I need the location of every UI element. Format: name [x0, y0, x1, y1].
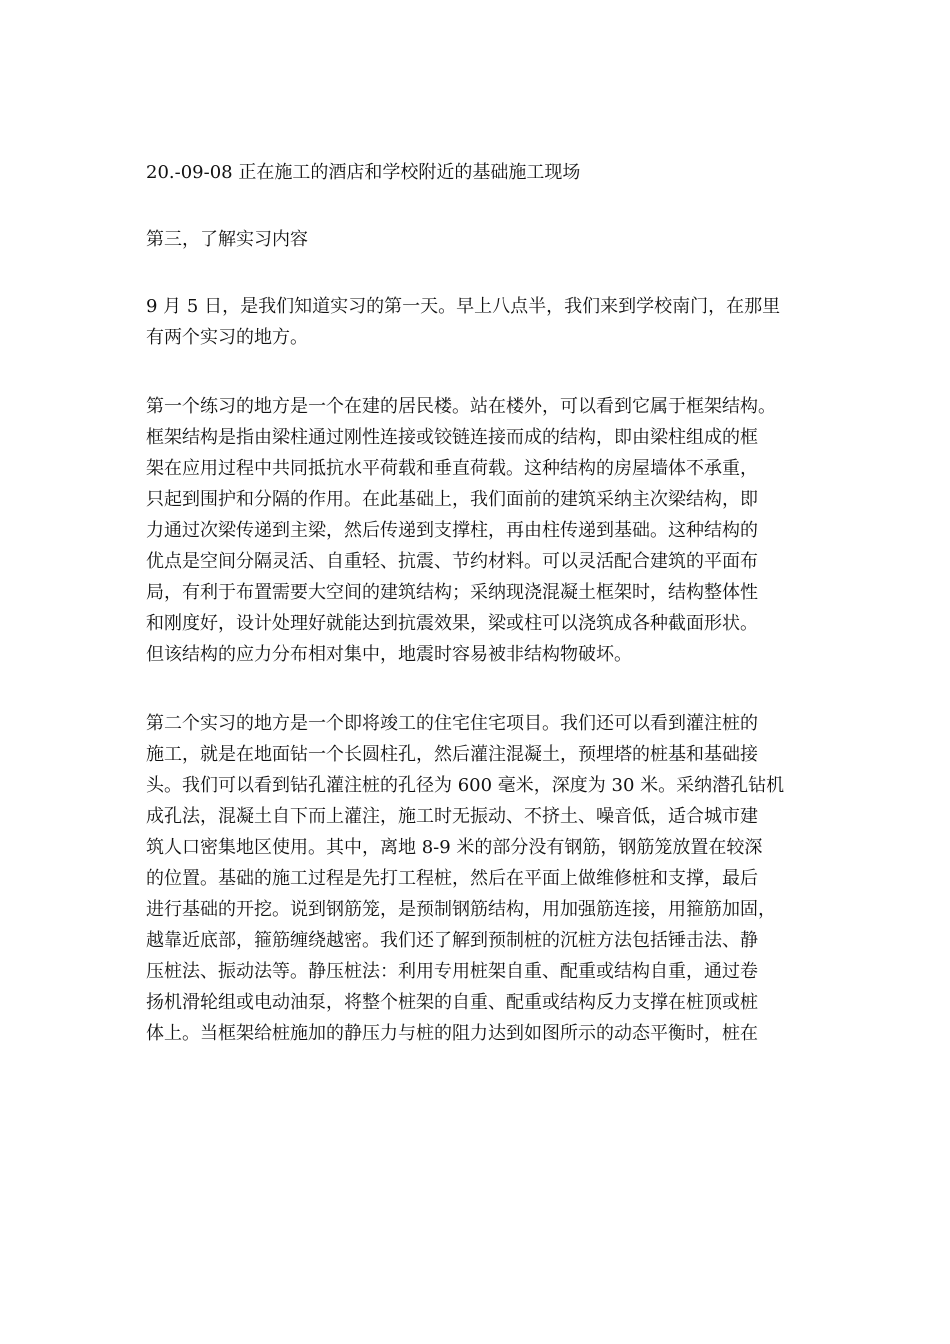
- caption-line: 20.-09-08 正在施工的酒店和学校附近的基础施工现场: [146, 162, 581, 183]
- paragraph-line: 进行基础的开挖。说到钢筋笼，是预制钢筋结构，用加强筋连接，用箍筋加固，: [146, 899, 776, 920]
- paragraph-line: 只起到围护和分隔的作用。在此基础上，我们面前的建筑采纳主次梁结构，即: [146, 489, 758, 510]
- paragraph-line: 框架结构是指由梁柱通过刚性连接或铰链连接而成的结构，即由梁柱组成的框: [146, 427, 758, 448]
- paragraph-line: 局，有利于布置需要大空间的建筑结构；采纳现浇混凝土框架时，结构整体性: [146, 582, 758, 603]
- paragraph-line: 越靠近底部，箍筋缠绕越密。我们还了解到预制桩的沉桩方法包括锤击法、静: [146, 930, 758, 951]
- heading-line: 第三，了解实习内容: [146, 229, 308, 250]
- paragraph-line: 第二个实习的地方是一个即将竣工的住宅住宅项目。我们还可以看到灌注桩的: [146, 713, 758, 734]
- paragraph-line: 9 月 5 日，是我们知道实习的第一天。早上八点半，我们来到学校南门，在那里: [146, 296, 781, 317]
- paragraph-line: 体上。当框架给桩施加的静压力与桩的阻力达到如图所示的动态平衡时，桩在: [146, 1023, 758, 1044]
- paragraph-line: 的位置。基础的施工过程是先打工程桩，然后在平面上做维修桩和支撑，最后: [146, 868, 758, 889]
- paragraph-line: 施工，就是在地面钻一个长圆柱孔，然后灌注混凝土，预埋塔的桩基和基础接: [146, 744, 758, 765]
- paragraph-1: [146, 291, 816, 353]
- paragraph-line: 架在应用过程中共同抵抗水平荷载和垂直荷载。这种结构的房屋墙体不承重，: [146, 458, 758, 479]
- paragraph-line: 第一个练习的地方是一个在建的居民楼。站在楼外，可以看到它属于框架结构。: [146, 396, 776, 417]
- paragraph-line: 优点是空间分隔灵活、自重轻、抗震、节约材料。可以灵活配合建筑的平面布: [146, 551, 758, 572]
- paragraph-line: 有两个实习的地方。: [146, 327, 308, 348]
- paragraph-line: 但该结构的应力分布相对集中，地震时容易被非结构物破坏。: [146, 644, 632, 665]
- image-caption: [146, 157, 816, 188]
- paragraph-3: [146, 708, 816, 1049]
- paragraph-line: 力通过次梁传递到主梁，然后传递到支撑柱，再由柱传递到基础。这种结构的: [146, 520, 758, 541]
- paragraph-line: 和刚度好，设计处理好就能达到抗震效果，梁或柱可以浇筑成各种截面形状。: [146, 613, 758, 634]
- paragraph-line: 头。我们可以看到钻孔灌注桩的孔径为 600 毫米，深度为 30 米。采纳潜孔钻机: [146, 775, 785, 796]
- paragraph-2: [146, 391, 816, 670]
- section-heading: [146, 224, 816, 255]
- paragraph-line: 成孔法，混凝土自下而上灌注，施工时无振动、不挤土、噪音低，适合城市建: [146, 806, 758, 827]
- paragraph-line: 筑人口密集地区使用。其中，离地 8-9 米的部分没有钢筋，钢筋笼放置在较深: [146, 837, 763, 858]
- paragraph-line: 扬机滑轮组或电动油泵，将整个桩架的自重、配重或结构反力支撑在桩顶或桩: [146, 992, 758, 1013]
- document-page: [146, 157, 816, 1049]
- paragraph-line: 压桩法、振动法等。静压桩法：利用专用桩架自重、配重或结构自重，通过卷: [146, 961, 758, 982]
